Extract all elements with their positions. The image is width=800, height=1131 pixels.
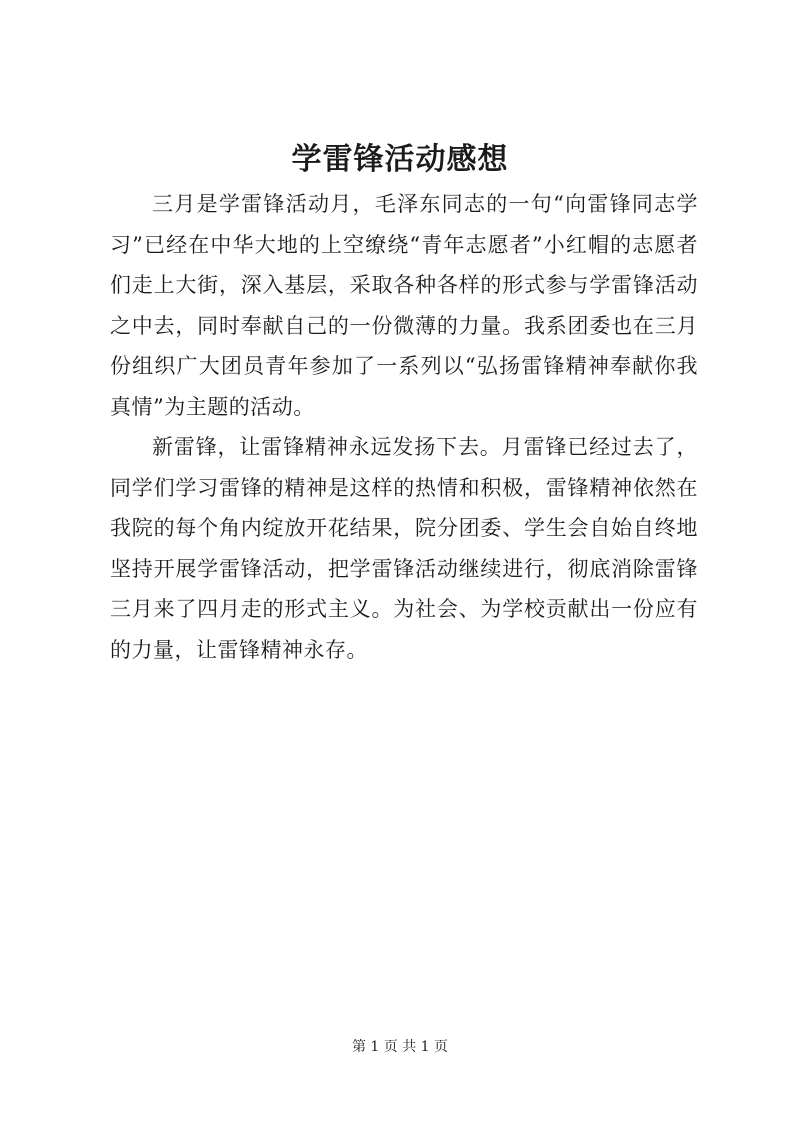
page-number-footer: 第 1 页 共 1 页 [351,1039,449,1055]
document-body [110,184,698,670]
document-title: 学雷锋活动感想 [291,142,509,177]
paragraph-1: 三月是学雷锋活动月，毛泽东同志的一句“向雷锋同志学习”已经在中华大地的上空缭绕“青年志愿者”小红帽的志愿者们走上大街，深入基层，采取各种各样的形式参与学雷锋活动之中去，同时奉献自己的一份微薄的力量。我系团委也在三月份组织广大团员青年参加了一系列以“弘扬雷锋精神奉献你我真情”为主题的活动。 [110,192,698,419]
paragraph-2: 新雷锋，让雷锋精神永远发扬下去。月雷锋已经过去了，同学们学习雷锋的精神是这样的热情和积极，雷锋精神依然在我院的每个角内绽放开花结果，院分团委、学生会自始自终地坚持开展学雷锋活动，把学雷锋活动继续进行，彻底消除雷锋三月来了四月走的形式主义。为社会、为学校贡献出一份应有的力量，让雷锋精神永存。 [110,435,698,662]
